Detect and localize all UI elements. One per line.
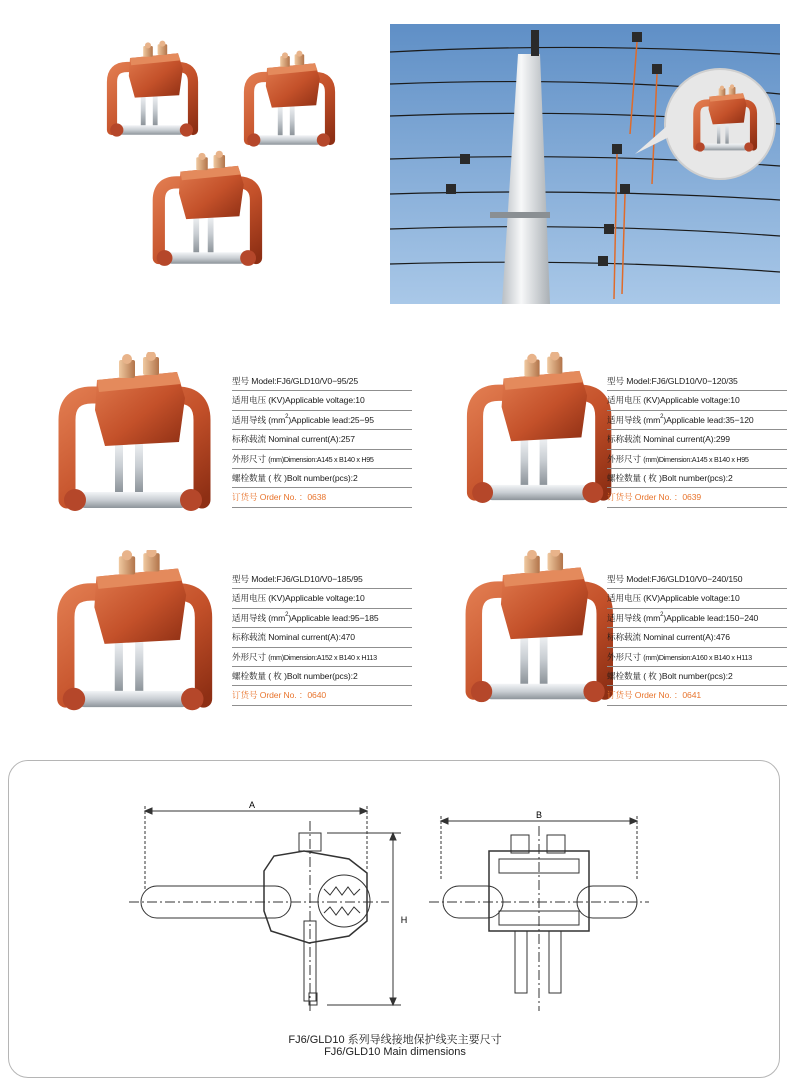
product-card-0639 bbox=[445, 352, 800, 532]
spec-lead: 适用导线 $(mm^2)Applicable$ lead:25−95 bbox=[232, 411, 412, 430]
spec-current: 标称载流 Nominal current(A):257 bbox=[232, 430, 412, 449]
dimension-drawing-panel bbox=[8, 760, 780, 1078]
spec-lead: 适用导线 $(mm^2)Applicable$ lead:95−185 bbox=[232, 609, 412, 628]
drawing-caption-cn: FJ6/GLD10 系列导线接地保护线夹主要尺寸 bbox=[288, 1034, 502, 1046]
drawing-caption-en: FJ6/GLD10 Main dimensions bbox=[324, 1046, 466, 1058]
product-card-0640 bbox=[35, 550, 420, 730]
label-h: H bbox=[400, 915, 408, 925]
spec-voltage: 适用电压 (KV)Applicable voltage:10 bbox=[607, 589, 787, 608]
spec-dimension: 外形尺寸 (mm)Dimension:A152 x B140 x H113 bbox=[232, 648, 412, 667]
product-card-0641 bbox=[445, 550, 800, 730]
spec-order-no: 订货号 Order No. ：0641 bbox=[607, 686, 787, 705]
spec-table bbox=[232, 372, 412, 508]
dimension-drawing bbox=[9, 761, 779, 1021]
clamp-image bbox=[35, 550, 225, 730]
spec-model: 型号 Model:FJ6/GLD10/V0−95/25 bbox=[232, 372, 412, 391]
spec-current: 标称载流 Nominal current(A):299 bbox=[607, 430, 787, 449]
spec-table bbox=[232, 570, 412, 706]
clamp-image bbox=[35, 352, 225, 532]
spec-table bbox=[607, 372, 787, 508]
spec-bolts: 螺栓数量 ( 枚 )Bolt number(pcs):2 bbox=[232, 667, 412, 686]
spec-voltage: 适用电压 (KV)Applicable voltage:10 bbox=[232, 391, 412, 410]
label-b: B bbox=[535, 810, 543, 820]
installation-photo bbox=[390, 24, 780, 304]
spec-dimension: 外形尺寸 (mm)Dimension:A145 x B140 x H95 bbox=[607, 450, 787, 469]
spec-current: 标称载流 Nominal current(A):476 bbox=[607, 628, 787, 647]
spec-current: 标称载流 Nominal current(A):470 bbox=[232, 628, 412, 647]
spec-lead: 适用导线 $(mm^2)Applicable$ lead:150−240 bbox=[607, 609, 787, 628]
spec-table bbox=[607, 570, 787, 706]
spec-bolts: 螺栓数量 ( 枚 )Bolt number(pcs):2 bbox=[607, 667, 787, 686]
spec-lead: 适用导线 $(mm^2)Applicable$ lead:35−120 bbox=[607, 411, 787, 430]
spec-model: 型号 Model:FJ6/GLD10/V0−240/150 bbox=[607, 570, 787, 589]
spec-order-no: 订货号 Order No. ：0640 bbox=[232, 686, 412, 705]
spec-dimension: 外形尺寸 (mm)Dimension:A160 x B140 x H113 bbox=[607, 648, 787, 667]
product-card-0638 bbox=[35, 352, 420, 532]
spec-dimension: 外形尺寸 (mm)Dimension:A145 x B140 x H95 bbox=[232, 450, 412, 469]
spec-bolts: 螺栓数量 ( 枚 )Bolt number(pcs):2 bbox=[232, 469, 412, 488]
spec-order-no: 订货号 Order No. ：0639 bbox=[607, 488, 787, 507]
hero-clamps-image bbox=[90, 40, 340, 290]
spec-voltage: 适用电压 (KV)Applicable voltage:10 bbox=[607, 391, 787, 410]
spec-bolts: 螺栓数量 ( 枚 )Bolt number(pcs):2 bbox=[607, 469, 787, 488]
spec-model: 型号 Model:FJ6/GLD10/V0−120/35 bbox=[607, 372, 787, 391]
spec-voltage: 适用电压 (KV)Applicable voltage:10 bbox=[232, 589, 412, 608]
spec-model: 型号 Model:FJ6/GLD10/V0−185/95 bbox=[232, 570, 412, 589]
label-a: A bbox=[248, 800, 256, 810]
spec-order-no: 订货号 Order No. ：0638 bbox=[232, 488, 412, 507]
